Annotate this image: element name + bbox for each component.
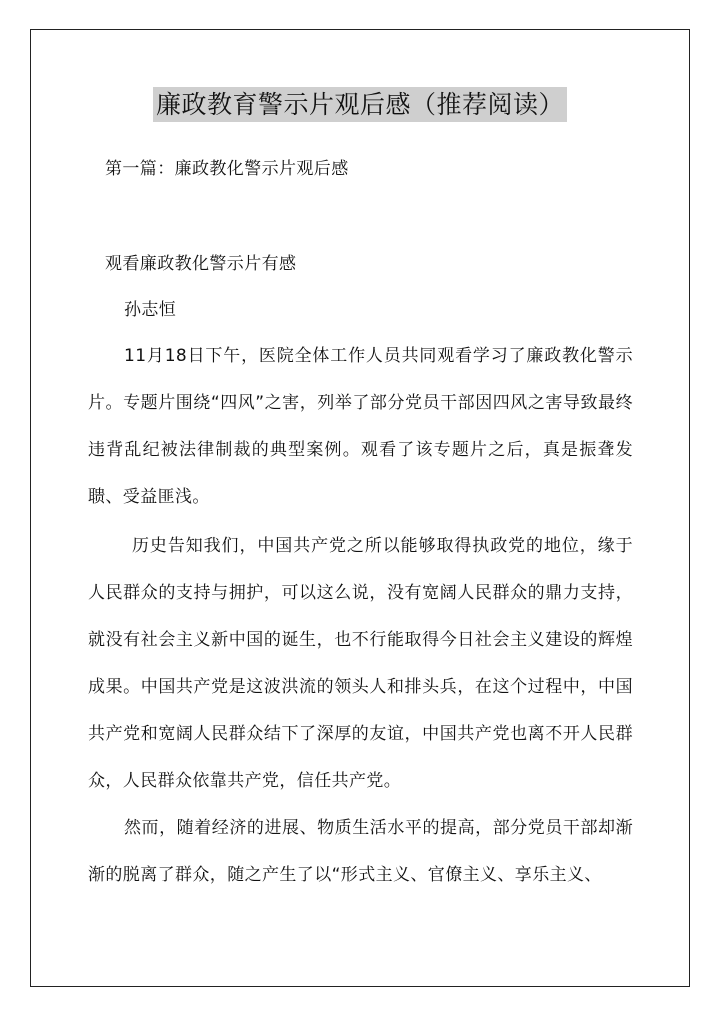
article-heading: 观看廉政教化警示片有感: [105, 254, 297, 274]
paragraph-2: 历史告知我们，中国共产党之所以能够取得执政党的地位，缘于人民群众的支持与拥护，可以这么说，没有宽阔人民群众的鼎力支持，就没有社会主义新中国的诞生，也不行能取得今日社会主义建设的辉煌成果。中国共产党是这波洪流的领头人和排头兵，在这个过程中，中国共产党和宽阔人民群众结下了深厚的友谊，中国共产党也离不开人民群众，人民群众依靠共产党，信任共产党。: [88, 536, 633, 791]
section-subtitle: 第一篇：廉政教化警示片观后感: [105, 159, 349, 179]
paragraph-3: 然而，随着经济的进展、物质生活水平的提高，部分党员干部却渐渐的脱离了群众，随之产生了以“形式主义、官僚主义、享乐主义、: [88, 818, 633, 885]
document-title: 廉政教育警示片观后感（推荐阅读）: [153, 87, 567, 122]
title-container: [0, 87, 720, 122]
paragraph-1: 11月18日下午，医院全体工作人员共同观看学习了廉政教化警示片。专题片围绕“四风”之害，列举了部分党员干部因四风之害导致最终违背乱纪被法律制裁的典型案例。观看了该专题片之后，真是振聋发聩、受益匪浅。: [88, 346, 633, 507]
author-name: 孙志恒: [124, 300, 177, 320]
